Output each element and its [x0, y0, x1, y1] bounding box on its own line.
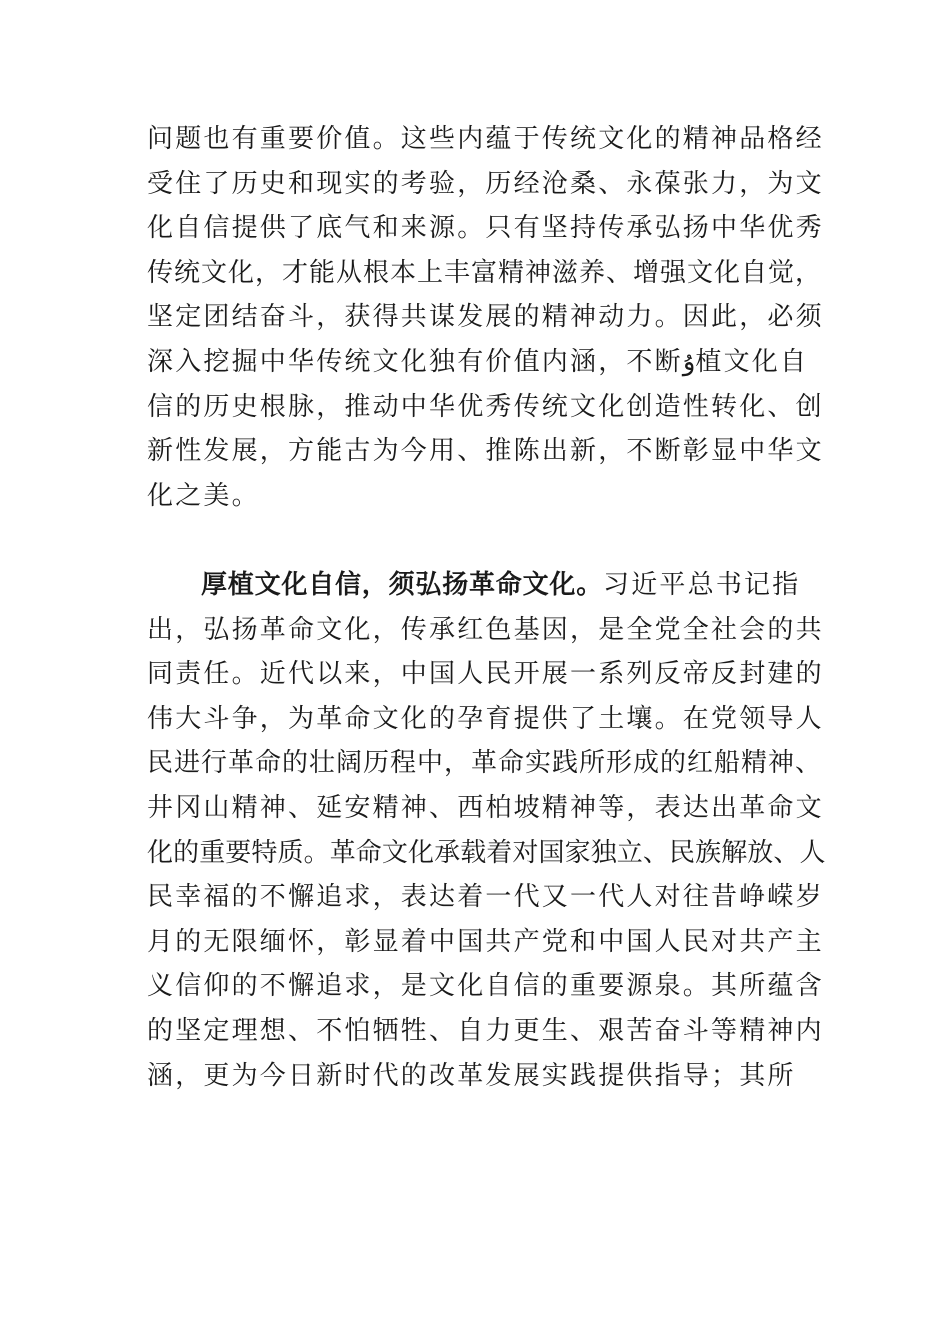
text-line: 民进行革命的壮阔历程中，革命实践所形成的红船精神、	[147, 748, 823, 779]
text-line: 同责任。近代以来，中国人民开展一系列反帝反封建的	[147, 659, 824, 690]
text-line: 传统文化，才能从根本上丰富精神滋养、增强文化自觉，	[147, 257, 823, 288]
paragraph-1	[147, 117, 827, 518]
text-line: 出，弘扬革命文化，传承红色基因，是全党全社会的共	[147, 614, 824, 645]
text-line: 化的重要特质。革命文化承载着对国家独立、民族解放、人	[147, 837, 826, 868]
text-line: 民幸福的不懈追求，表达着一代又一代人对往昔峥嵘岁	[147, 882, 824, 913]
text-line: 深入挖掘中华传统文化独有价值内涵，不断ۇ植文化自	[147, 346, 809, 377]
text-line: 化自信提供了底气和来源。只有坚持传承弘扬中华优秀	[147, 213, 824, 244]
text-line: 信的历史根脉，推动中华优秀传统文化创造性转化、创	[147, 391, 824, 422]
paragraph-lead: 厚植文化自信，须弘扬革命文化。	[201, 570, 604, 600]
text-line: 问题也有重要价值。这些内蕴于传统文化的精神品格经	[147, 124, 824, 154]
text-line: 的坚定理想、不怕牺牲、自力更生、艰苦奋斗等精神内	[147, 1015, 824, 1046]
text-line: 义信仰的不懈追求，是文化自信的重要源泉。其所蕴含	[147, 971, 824, 1002]
paragraph-2	[147, 563, 827, 1098]
first-line	[147, 563, 827, 608]
text-line: 坚定团结奋斗，获得共谋发展的精神动力。因此，必须	[147, 302, 824, 333]
text-line: 涵，更为今日新时代的改革发展实践提供指导；其所	[147, 1060, 796, 1091]
text-line: 伟大斗争，为革命文化的孕育提供了土壤。在党领导人	[147, 703, 824, 734]
text-line: 化之美。	[147, 480, 260, 511]
text-line: 月的无限缅怀，彰显着中国共产党和中国人民对共产主	[147, 926, 824, 957]
text-line: 井冈山精神、延安精神、西柏坡精神等，表达出革命文	[147, 792, 824, 823]
first-line-text: 习近平总书记指	[603, 570, 801, 600]
text-line: 受住了历史和现实的考验，历经沧桑、永葆张力，为文	[147, 168, 824, 199]
text-line: 新性发展，方能古为今用、推陈出新，不断彰显中华文	[147, 436, 824, 467]
